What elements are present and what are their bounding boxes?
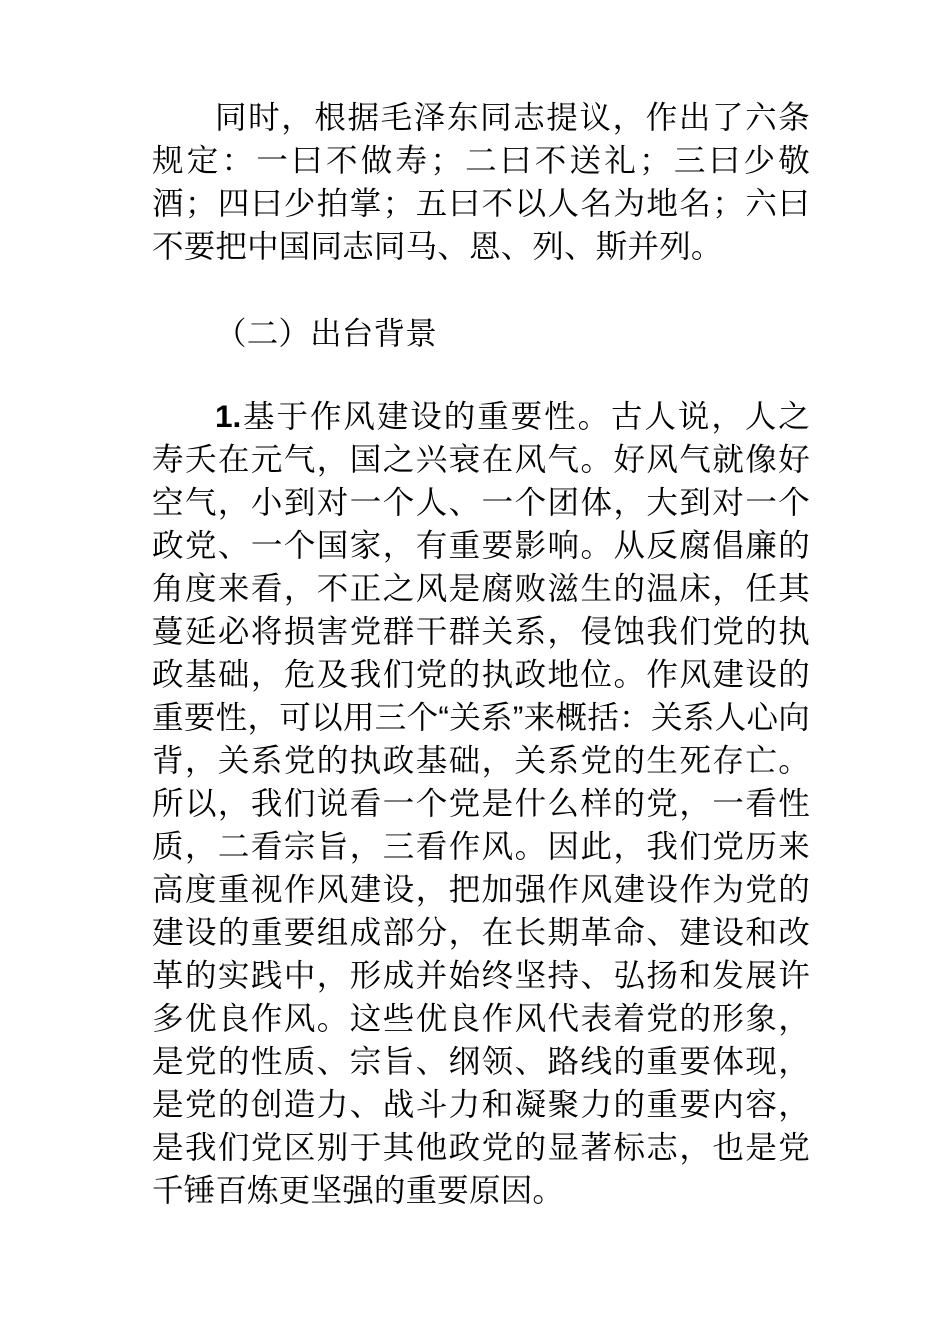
block-spacer	[152, 355, 810, 395]
document-body	[152, 96, 810, 1212]
block-spacer	[152, 268, 810, 312]
paragraph-text: 基于作风建设的重要性。古人说，人之寿夭在元气，国之兴衰在风气。好风气就像好空气，小到对一个人、一个团体，大到对一个政党、一个国家，有重要影响。从反腐倡廉的角度来看，不正之风是腐败滋生的温床，任其蔓延必将损害党群干群关系，侵蚀我们党的执政基础，危及我们党的执政地位。作风建设的重要性，可以用三个“关系”来概括：关系人心向背，关系党的执政基础，关系党的生死存亡。所以，我们说看一个党是什么样的党，一看性质，二看宗旨，三看作风。因此，我们党历来高度重视作风建设，把加强作风建设作为党的建设的重要组成部分，在长期革命、建设和改革的实践中，形成并始终坚持、弘扬和发展许多优良作风。这些优良作风代表着党的形象，是党的性质、宗旨、纲领、路线的重要体现，是党的创造力、战斗力和凝聚力的重要内容，是我们党区别于其他政党的显著标志，也是党千锤百炼更坚强的重要原因。	[152, 398, 810, 1208]
paragraph-importance-of-work-style	[152, 395, 810, 1212]
paragraph-enumerator: 1.	[215, 398, 242, 434]
heading-background: （二）出台背景	[215, 315, 437, 351]
paragraph-six-rules: 同时，根据毛泽东同志提议，作出了六条规定：一曰不做寿；二曰不送礼；三曰少敬酒；四曰少拍掌；五曰不以人名为地名；六曰不要把中国同志同马、恩、列、斯并列。	[152, 99, 810, 264]
